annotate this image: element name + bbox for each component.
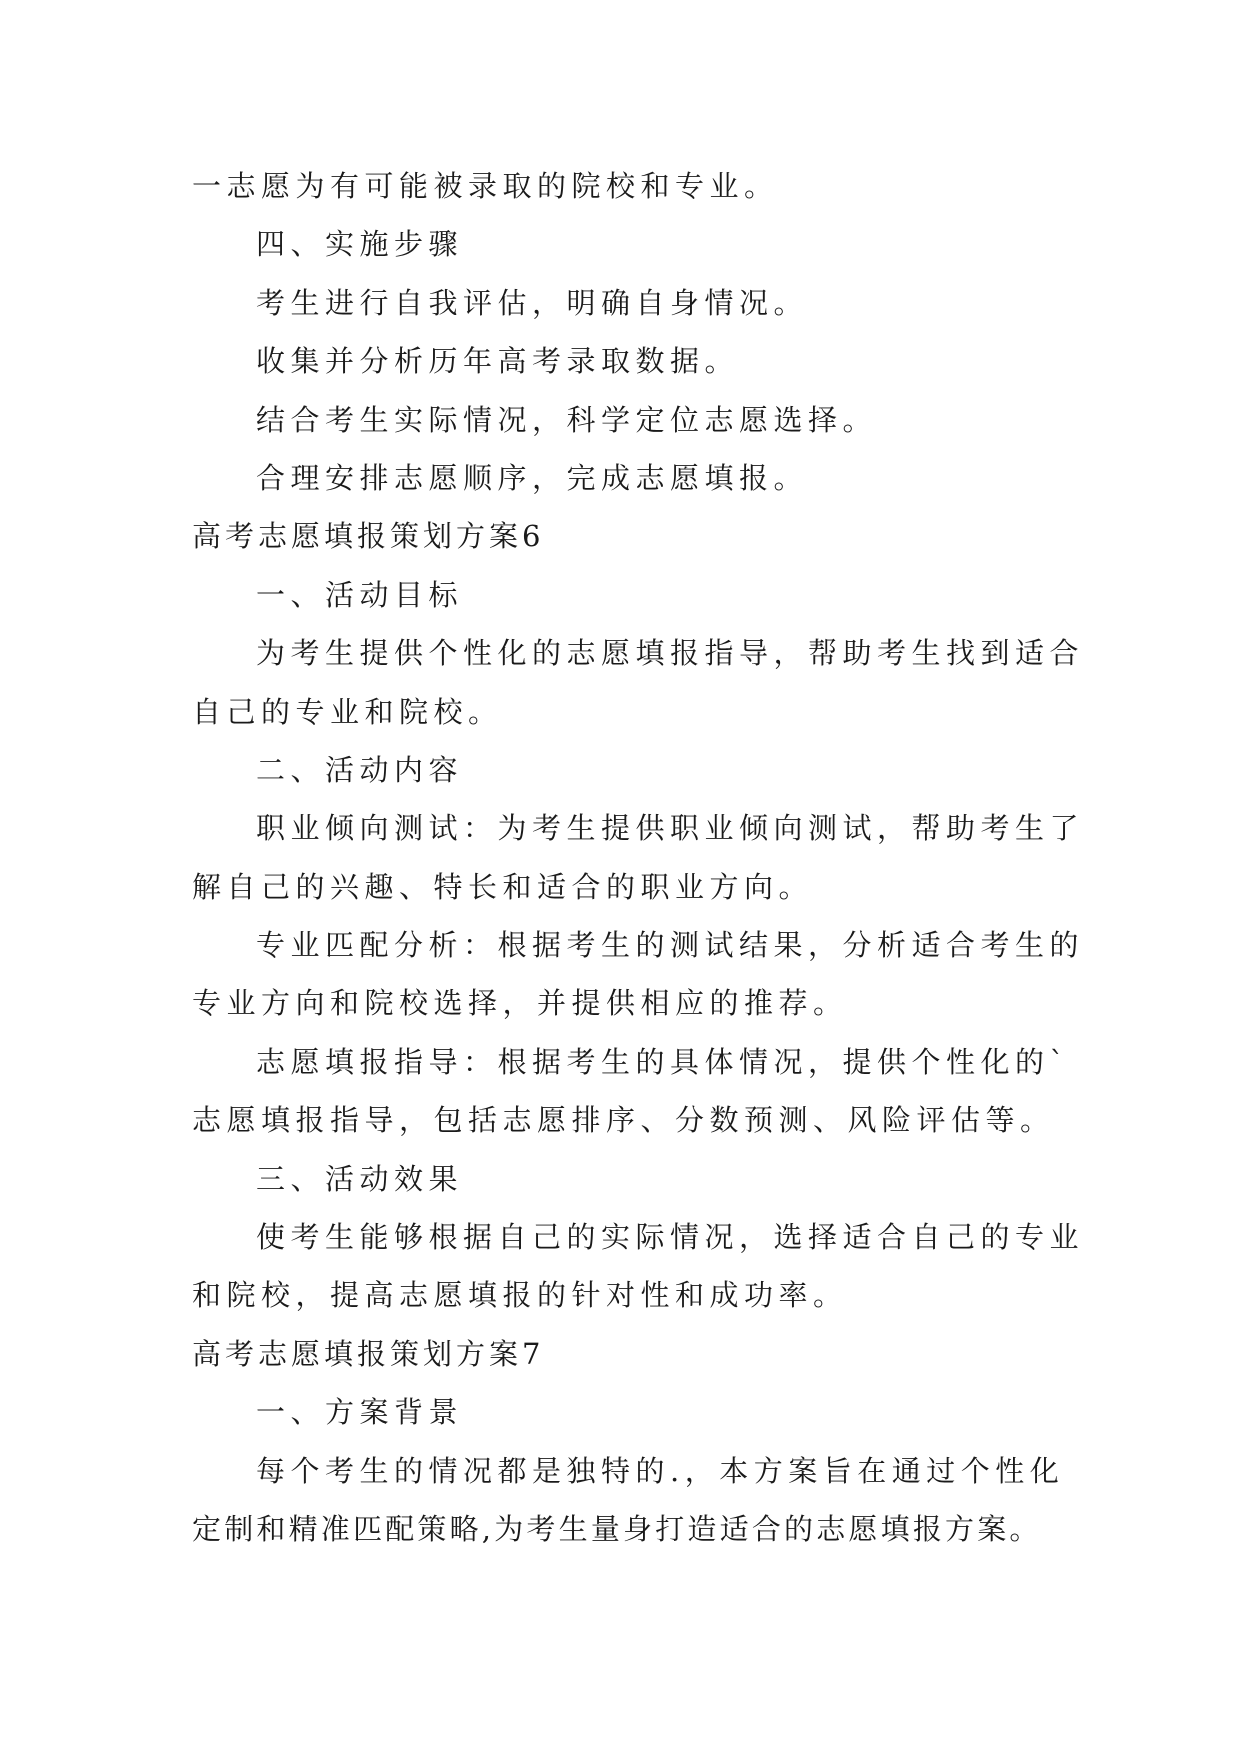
- text-line: 解自己的兴趣、特长和适合的职业方向。: [192, 869, 814, 904]
- text-line: 收集并分析历年高考录取数据。: [256, 344, 740, 379]
- text-line: 为考生提供个性化的志愿填报指导，帮助考生找到适合: [256, 636, 1085, 671]
- section-heading: 四、实施步骤: [256, 227, 464, 262]
- text-line: 专业方向和院校选择，并提供相应的推荐。: [192, 986, 848, 1021]
- text-line: 一志愿为有可能被录取的院校和专业。: [192, 169, 779, 203]
- plan-title: 高考志愿填报策划方案6: [192, 519, 545, 554]
- section-heading: 三、活动效果: [256, 1161, 464, 1196]
- text-line: 结合考生实际情况，科学定位志愿选择。: [256, 402, 878, 437]
- text-line: 自己的专业和院校。: [192, 694, 503, 729]
- text-line: 使考生能够根据自己的实际情况，选择适合自己的专业: [256, 1220, 1085, 1255]
- text-line: 定制和精准匹配策略,为考生量身打造适合的志愿填报方案。: [192, 1511, 1042, 1546]
- text-line: 每个考生的情况都是独特的.，本方案旨在通过个性化: [256, 1453, 1065, 1488]
- text-line: 志愿填报指导：根据考生的具体情况，提供个性化的`: [256, 1044, 1070, 1079]
- text-line: 和院校，提高志愿填报的针对性和成功率。: [192, 1278, 848, 1313]
- text-line: 专业匹配分析：根据考生的测试结果，分析适合考生的: [256, 928, 1085, 963]
- text-line: 考生进行自我评估，明确自身情况。: [256, 285, 809, 320]
- section-heading: 一、活动目标: [256, 577, 464, 612]
- section-heading: 二、活动内容: [256, 752, 464, 787]
- text-line: 职业倾向测试：为考生提供职业倾向测试，帮助考生了: [256, 811, 1085, 846]
- document-body: [192, 157, 1085, 1558]
- text-line: 合理安排志愿顺序，完成志愿填报。: [256, 460, 809, 495]
- section-heading: 一、方案背景: [256, 1395, 464, 1430]
- text-line: 志愿填报指导，包括志愿排序、分数预测、风险评估等。: [192, 1103, 1055, 1138]
- plan-title: 高考志愿填报策划方案7: [192, 1336, 545, 1371]
